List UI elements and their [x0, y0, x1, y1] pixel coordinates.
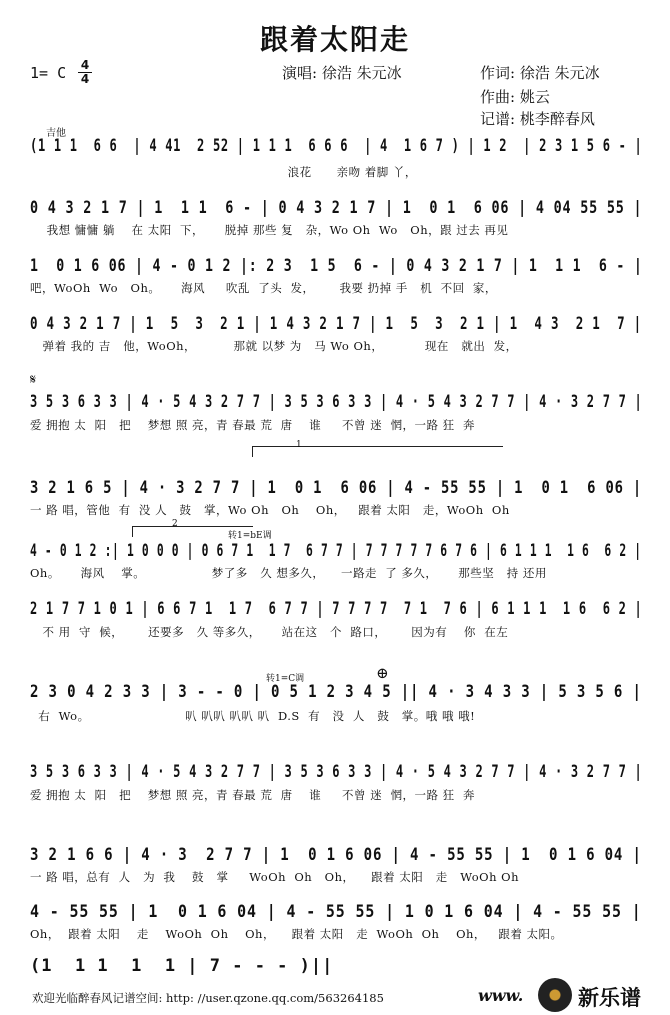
notation-line: 0 4 3 2 1 7 | 1 5 3 2 1 | 1 4 3 2 1 7 | 1 5 3 2 1 | 1 4 3 2 1 7 |	[30, 314, 642, 334]
coda-sign: ⊕	[376, 664, 389, 682]
first-ending-bracket	[252, 446, 503, 457]
logo-brand-text: 新乐谱	[578, 986, 641, 1010]
modulation-label-c: 转1=C调	[266, 674, 305, 684]
first-ending-label: 1	[296, 440, 302, 450]
logo-www-text: www.	[478, 986, 524, 1005]
song-title: 跟着太阳走	[259, 23, 410, 56]
lyricist-credit: 作词: 徐浩 朱元冰	[480, 64, 600, 82]
second-ending-label: 2	[172, 519, 178, 529]
record-disc-icon	[538, 978, 572, 1012]
notation-line: 1 0 1 6 06 | 4 - 0 1 2 |: 2 3 1 5 6 - | 0 4 3 2 1 7 | 1 1 1 6 - |	[30, 256, 643, 276]
lyric-line: 一 路 唱，管他 有 没 人 鼓 掌，Wo Oh Oh Oh， 跟着 太阳 走，WoOh Oh	[30, 503, 510, 517]
notation-line: 2 1 7 7 1 0 1 | 6 6 7 1 1 7 6 7 7 | 7 7 7 7 7 1 7 6 | 6 1 1 1 1 6 6 2 |	[30, 599, 643, 619]
notation-line: (1 1 1 6 6 | 4 41 2 52 | 1 1 1 6 6 6 | 4 1 6 7 ) | 1 2 | 2 3 1 5 6 - |	[30, 136, 643, 156]
notation-line: 3 5 3 6 3 3 | 4 · 5 4 3 2 7 7 | 3 5 3 6 3 3 | 4 · 5 4 3 2 7 7 | 4 · 3 2 7 7 |	[30, 762, 643, 782]
modulation-label-eb: 转1=bE调	[228, 531, 272, 541]
lyric-line: Oh。 海风 掌。 梦了多 久 想多久， 一路走 了 多久， 那些坚 持 还用	[30, 566, 547, 580]
lyric-line: 爱 拥抱 太 阳 把 梦想 照 亮，青 春最 荒 唐 谁 不曾 迷 惘，一路 狂 奔	[30, 788, 475, 802]
notation-line: (1 1 1 1 1 | 7 - - - )||	[30, 956, 334, 976]
notation-line: 3 5 3 6 3 3 | 4 · 5 4 3 2 7 7 | 3 5 3 6 3 3 | 4 · 5 4 3 2 7 7 | 4 · 3 2 7 7 |	[30, 392, 643, 412]
notation-line: 2 3 0 4 2 3 3 | 3 - - 0 | 0 5 1 2 3 4 5 || 4 · 3 4 3 3 | 5 3 5 6 |	[30, 682, 642, 702]
lyric-line: 爱 拥抱 太 阳 把 梦想 照 亮，青 春最 荒 唐 谁 不曾 迷 惘，一路 狂 奔	[30, 418, 475, 432]
instrument-label: 吉他	[46, 128, 66, 139]
time-signature: 4 4	[78, 60, 92, 85]
key-signature: 1= C	[30, 64, 67, 82]
lyric-line: 一 路 唱，总有 人 为 我 鼓 掌 WoOh Oh Oh， 跟着 太阳 走 WoOh Oh	[30, 870, 520, 884]
notation-line: 4 - 55 55 | 1 0 1 6 04 | 4 - 55 55 | 1 0 1 6 04 | 4 - 55 55 |	[30, 902, 642, 922]
lyric-line: Oh， 跟着 太阳 走 WoOh Oh Oh， 跟着 太阳 走 WoOh Oh Oh， 跟着 太阳。	[30, 927, 563, 941]
lyric-line: 我想 慵慵 躺 在 太阳 下， 脱掉 那些 复 杂，Wo Oh Wo Oh，跟 过去 再见	[30, 223, 509, 237]
notation-line: 3 2 1 6 5 | 4 · 3 2 7 7 | 1 0 1 6 06 | 4 - 55 55 | 1 0 1 6 06 |	[30, 478, 642, 498]
notation-line: 3 2 1 6 6 | 4 · 3 2 7 7 | 1 0 1 6 06 | 4 - 55 55 | 1 0 1 6 04 |	[30, 845, 642, 865]
singer-credit: 演唱: 徐浩 朱元冰	[282, 64, 402, 82]
composer-credit: 作曲: 姚云	[480, 88, 550, 106]
segno-sign: 𝄋	[30, 372, 37, 388]
lyric-line: 浪花 亲吻 着脚 丫，	[30, 165, 417, 179]
lyric-line: 右 Wo。 叭 叭叭 叭叭 叭 D.S 有 没 人 鼓 掌。哦 哦 哦!	[30, 709, 476, 723]
notation-line: 0 4 3 2 1 7 | 1 1 1 6 - | 0 4 3 2 1 7 | 1 0 1 6 06 | 4 04 55 55 |	[30, 198, 643, 218]
transcriber-credit: 记谱: 桃李醉春风	[480, 110, 595, 128]
lyric-line: 弹着 我的 吉 他，WoOh， 那就 以梦 为 马 Wo Oh， 现在 就出 发，	[30, 339, 518, 353]
footer-credit: 欢迎光临醉春风记谱空间: http: //user.qzone.qq.com/563264185	[32, 991, 384, 1005]
notation-line: 4 - 0 1 2 :| 1 0 0 0 | 0 6 7 1 1 7 6 7 7 | 7 7 7 7 7 6 7 6 | 6 1 1 1 1 6 6 2 |	[30, 541, 642, 561]
lyric-line: 不 用 守 候， 还要多 久 等多久， 站在这 个 路口， 因为有 你 在左	[30, 625, 509, 639]
lyric-line: 吧，WoOh Wo Oh。 海风 吹乱 了头 发， 我要 扔掉 手 机 不回 家，	[30, 281, 497, 295]
